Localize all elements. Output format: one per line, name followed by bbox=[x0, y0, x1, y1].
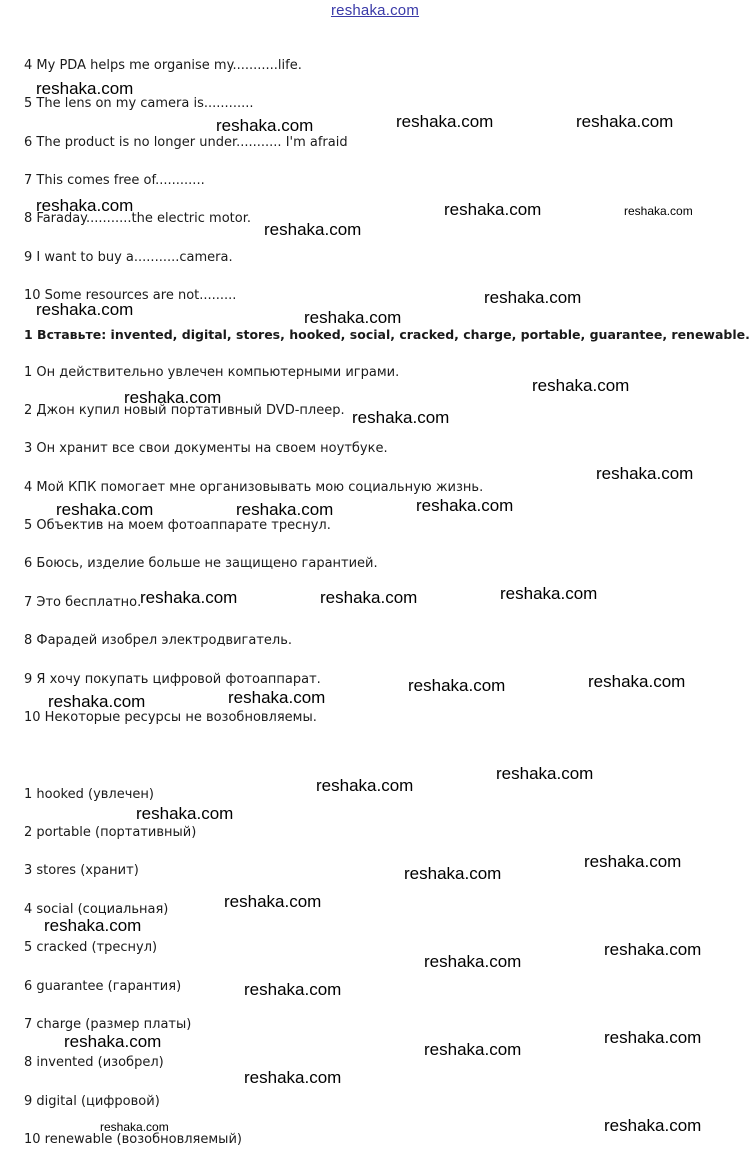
watermark: reshaka.com bbox=[484, 288, 582, 307]
watermark: reshaka.com bbox=[320, 588, 418, 607]
translation-line: 3 Он хранит все свои документы на своем ноутбуке. bbox=[24, 441, 388, 456]
watermark: reshaka.com bbox=[404, 864, 502, 883]
watermark: reshaka.com bbox=[604, 1116, 702, 1135]
exercise-line: 9 I want to buy a...........camera. bbox=[24, 250, 233, 265]
watermark: reshaka.com bbox=[140, 588, 238, 607]
watermark: reshaka.com bbox=[576, 112, 674, 131]
exercise-line: 6 The product is no longer under........... I'm afraid bbox=[24, 135, 348, 150]
watermark: reshaka.com bbox=[304, 308, 402, 327]
translation-line: 1 Он действительно увлечен компьютерными играми. bbox=[24, 365, 400, 380]
answer-line: 8 invented (изобрел) bbox=[24, 1055, 164, 1070]
translation-line: 9 Я хочу покупать цифровой фотоаппарат. bbox=[24, 672, 321, 687]
translation-line: 4 Мой КПК помогает мне организовывать мою социальную жизнь. bbox=[24, 480, 484, 495]
answer-line: 2 portable (портативный) bbox=[24, 825, 197, 840]
translation-line: 7 Это бесплатно. bbox=[24, 595, 142, 610]
watermark: reshaka.com bbox=[264, 220, 362, 239]
watermark: reshaka.com bbox=[244, 980, 342, 999]
watermark: reshaka.com bbox=[604, 940, 702, 959]
translation-line: 5 Объектив на моем фотоаппарате треснул. bbox=[24, 518, 331, 533]
watermark: reshaka.com bbox=[36, 196, 134, 215]
watermark: reshaka.com bbox=[244, 1068, 342, 1087]
watermark: reshaka.com bbox=[424, 1040, 522, 1059]
watermark: reshaka.com bbox=[236, 500, 334, 519]
watermark: reshaka.com bbox=[64, 1032, 162, 1051]
watermark: reshaka.com bbox=[216, 116, 314, 135]
watermark: reshaka.com bbox=[584, 852, 682, 871]
answer-line: 3 stores (хранит) bbox=[24, 863, 139, 878]
answer-line: 9 digital (цифровой) bbox=[24, 1094, 160, 1109]
task-title: 1 Вставьте: invented, digital, stores, hooked, social, cracked, charge, portable, guarantee, renewable. bbox=[24, 327, 750, 342]
watermark: reshaka.com bbox=[416, 496, 514, 515]
watermark: reshaka.com bbox=[624, 204, 693, 218]
exercise-line: 7 This comes free of............ bbox=[24, 173, 205, 188]
answer-line: 5 cracked (треснул) bbox=[24, 940, 158, 955]
site-header-link[interactable]: reshaka.com bbox=[330, 2, 420, 19]
exercise-line: 10 Some resources are not......... bbox=[24, 288, 237, 303]
translation-line: 2 Джон купил новый портативный DVD-плеер. bbox=[24, 403, 345, 418]
answer-line: 1 hooked (увлечен) bbox=[24, 787, 154, 802]
watermark: reshaka.com bbox=[44, 916, 142, 935]
watermark: reshaka.com bbox=[124, 388, 222, 407]
watermark: reshaka.com bbox=[604, 1028, 702, 1047]
watermark: reshaka.com bbox=[596, 464, 694, 483]
watermark: reshaka.com bbox=[588, 672, 686, 691]
answer-line: 4 social (социальная) bbox=[24, 902, 169, 917]
watermark: reshaka.com bbox=[36, 79, 134, 98]
watermark: reshaka.com bbox=[316, 776, 414, 795]
watermark: reshaka.com bbox=[408, 676, 506, 695]
watermark: reshaka.com bbox=[100, 1120, 169, 1134]
watermark: reshaka.com bbox=[444, 200, 542, 219]
watermark: reshaka.com bbox=[352, 408, 450, 427]
exercise-line: 8 Faraday...........the electric motor. bbox=[24, 211, 251, 226]
watermark: reshaka.com bbox=[496, 764, 594, 783]
watermark: reshaka.com bbox=[532, 376, 630, 395]
watermark: reshaka.com bbox=[136, 804, 234, 823]
exercise-line: 4 My PDA helps me organise my...........life. bbox=[24, 58, 302, 73]
watermark: reshaka.com bbox=[228, 688, 326, 707]
answer-line: 10 renewable (возобновляемый) bbox=[24, 1132, 242, 1147]
translation-line: 6 Боюсь, изделие больше не защищено гарантией. bbox=[24, 556, 378, 571]
exercise-line: 5 The lens on my camera is............ bbox=[24, 96, 254, 111]
watermark: reshaka.com bbox=[424, 952, 522, 971]
watermark: reshaka.com bbox=[396, 112, 494, 131]
watermark: reshaka.com bbox=[224, 892, 322, 911]
answer-line: 7 charge (размер платы) bbox=[24, 1017, 192, 1032]
translation-line: 8 Фарадей изобрел электродвигатель. bbox=[24, 633, 293, 648]
watermark: reshaka.com bbox=[36, 300, 134, 319]
watermark: reshaka.com bbox=[500, 584, 598, 603]
translation-line: 10 Некоторые ресурсы не возобновляемы. bbox=[24, 710, 317, 725]
watermark: reshaka.com bbox=[56, 500, 154, 519]
answer-line: 6 guarantee (гарантия) bbox=[24, 979, 182, 994]
watermark: reshaka.com bbox=[48, 692, 146, 711]
